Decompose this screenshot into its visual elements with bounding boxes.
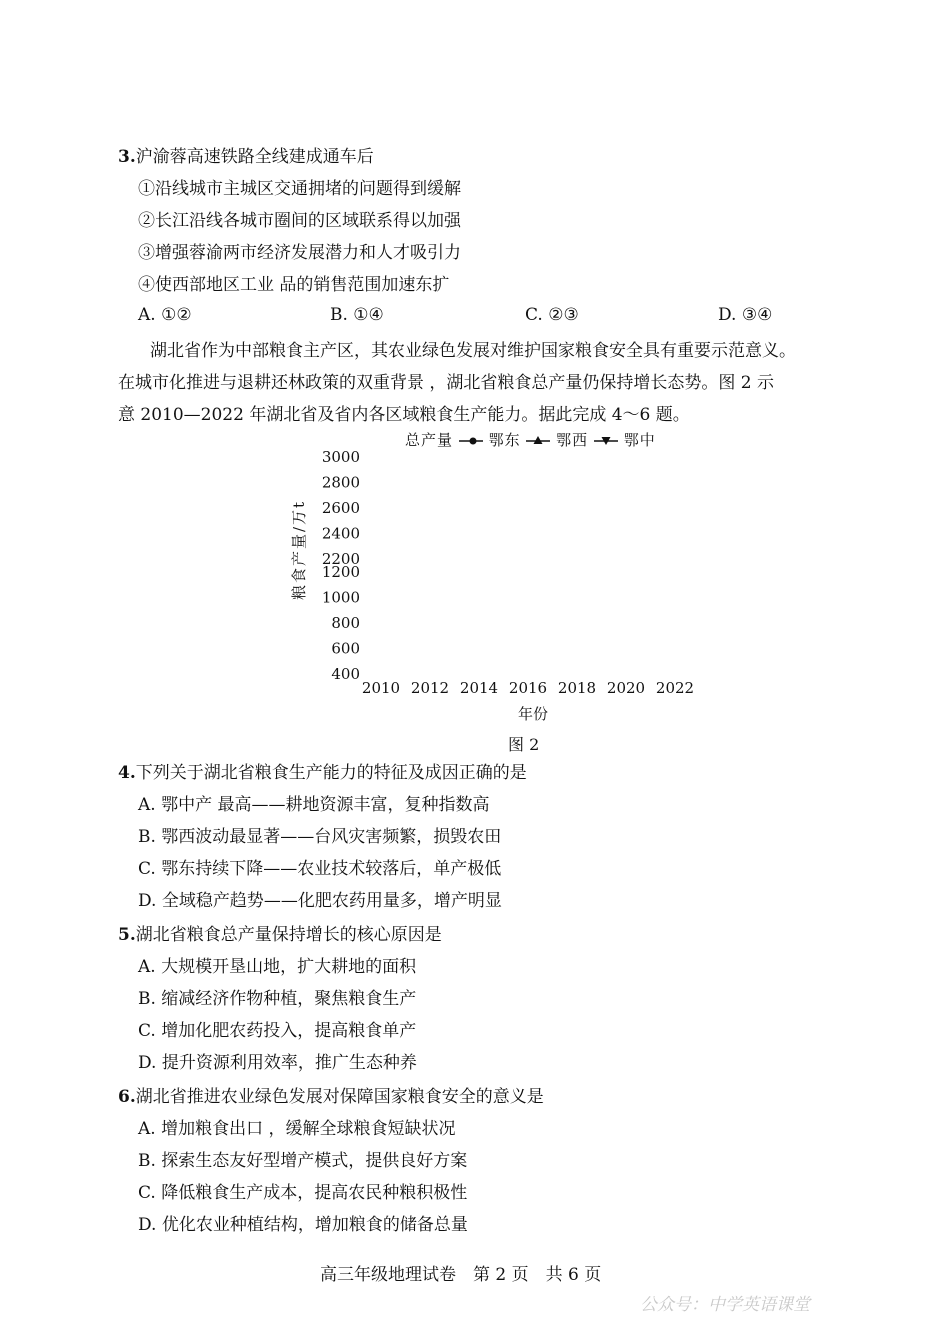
q3-item-3: ③增强蓉渝两市经济发展潜力和人才吸引力 — [138, 243, 461, 263]
y-tick-label: 2800 — [321, 473, 360, 492]
y-axis-label: 粮食产量/万t — [290, 499, 308, 601]
y-tick-label: 1200 — [321, 563, 360, 581]
q3-stem — [118, 146, 374, 168]
q4-stem — [118, 762, 527, 784]
q4-option-a: A. 鄂中产 最高——耕地资源丰富，复种指数高 — [138, 795, 490, 815]
y-tick-label: 1000 — [321, 588, 360, 607]
q5-number: 5. — [118, 925, 136, 945]
q6-option-a: A. 增加粮食出口 ，缓解全球粮食短缺状况 — [138, 1119, 456, 1139]
page-footer: 高三年级地理试卷 第 2 页 共 6 页 — [320, 1265, 602, 1285]
q3-item-1: ①沿线城市主城区交通拥堵的问题得到缓解 — [138, 179, 461, 199]
y-tick-label: 600 — [331, 639, 360, 658]
q3-number: 3. — [118, 147, 136, 167]
q5-stem — [118, 924, 442, 946]
q4-option-d: D. 全域稳产趋势——化肥农药用量多，增产明显 — [138, 891, 502, 911]
legend-label-west: 鄂西 — [556, 431, 589, 449]
q6-number: 6. — [118, 1087, 136, 1107]
x-tick-label: 2018 — [557, 679, 597, 697]
q4-option-b: B. 鄂西波动最显著——台风灾害频繁，损毁农田 — [138, 827, 502, 847]
x-tick-label: 2012 — [410, 679, 450, 697]
q3-option-a: A. ①② — [138, 305, 192, 325]
x-tick-label: 2014 — [459, 679, 499, 697]
q5-option-b: B. 缩减经济作物种植，聚焦粮食生产 — [138, 989, 417, 1009]
x-axis-label: 年份 — [517, 705, 549, 723]
legend-label-central: 鄂中 — [623, 431, 656, 449]
q6-stem-text: 湖北省推进农业绿色发展对保障国家粮食安全的意义是 — [135, 1087, 544, 1107]
y-tick-label: 400 — [331, 665, 360, 683]
q6-option-b: B. 探索生态友好型增产模式，提供良好方案 — [138, 1151, 468, 1171]
q5-option-d: D. 提升资源利用效率，推广生态种养 — [138, 1053, 417, 1073]
q4-number: 4. — [118, 763, 136, 783]
passage-line-3: 意 2010—2022 年湖北省及省内各区域粮食生产能力。据此完成 4～6 题。 — [118, 405, 690, 425]
figure-caption: 图 2 — [508, 735, 540, 754]
watermark: 公众号：中学英语课堂 — [640, 1295, 810, 1315]
passage-line-2: 在城市化推进与退耕还林政策的双重背景 ，湖北省粮食总产量仍保持增长态势。图 2 示 — [118, 373, 775, 393]
legend-label-total: 总产量 — [405, 431, 454, 449]
legend-label-east: 鄂东 — [488, 431, 521, 449]
y-tick-label: 2400 — [321, 524, 360, 543]
q5-option-c: C. 增加化肥农药投入，提高粮食单产 — [138, 1021, 417, 1041]
x-tick-label: 2010 — [361, 679, 401, 697]
q3-option-c: C. ②③ — [525, 305, 579, 325]
q3-item-4: ④使西部地区工业 品的销售范围加速东扩 — [138, 275, 450, 295]
q4-stem-text: 下列关于湖北省粮食生产能力的特征及成因正确的是 — [135, 763, 527, 783]
x-tick-label: 2020 — [606, 679, 646, 697]
q3-option-d: D. ③④ — [718, 305, 773, 325]
x-tick-label: 2022 — [655, 679, 695, 697]
q5-option-a: A. 大规模开垦山地，扩大耕地的面积 — [138, 957, 417, 977]
y-tick-label: 2200 — [321, 550, 360, 568]
y-tick-label: 800 — [331, 614, 360, 632]
passage-line-1: 湖北省作为中部粮食主产区，其农业绿色发展对维护国家粮食安全具有重要示范意义。 — [150, 341, 796, 361]
q6-option-d: D. 优化农业种植结构，增加粮食的储备总量 — [138, 1215, 468, 1235]
q3-stem-text: 沪渝蓉高速铁路全线建成通车后 — [135, 147, 374, 167]
q3-option-b: B. ①④ — [330, 305, 384, 325]
q6-stem — [118, 1086, 544, 1108]
q3-item-2: ②长江沿线各城市圈间的区域联系得以加强 — [138, 211, 461, 231]
x-tick-label: 2016 — [508, 679, 548, 697]
y-tick-label: 3000 — [321, 448, 360, 466]
q6-option-c: C. 降低粮食生产成本，提高农民种粮积极性 — [138, 1183, 468, 1203]
grain-production-chart — [280, 428, 720, 728]
q4-option-c: C. 鄂东持续下降——农业技术较落后，单产极低 — [138, 859, 502, 879]
y-tick-label: 2600 — [321, 499, 360, 517]
q5-stem-text: 湖北省粮食总产量保持增长的核心原因是 — [135, 925, 442, 945]
